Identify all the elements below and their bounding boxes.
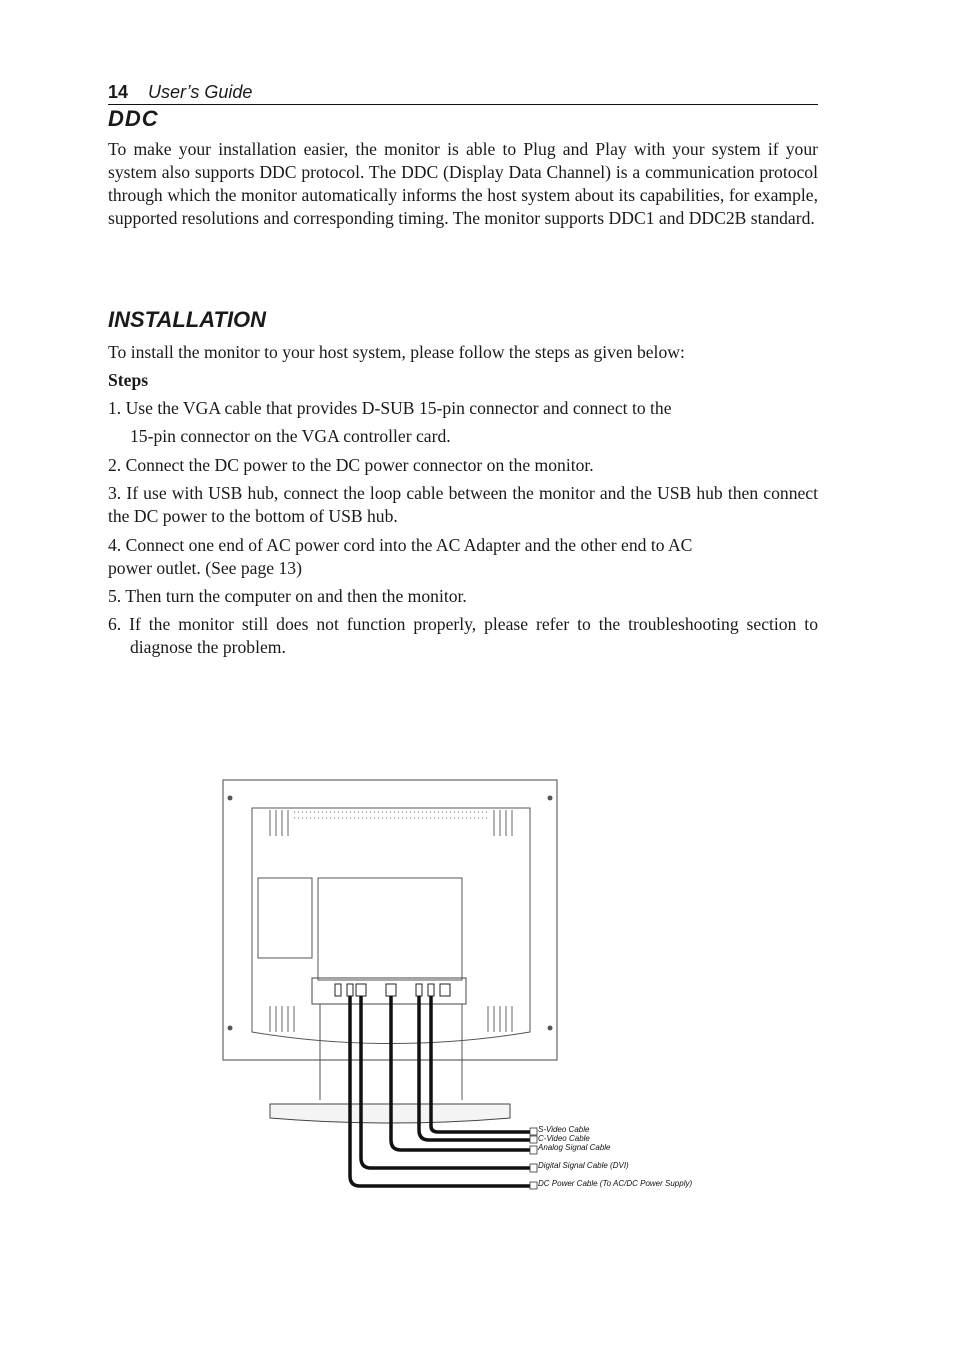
cable-plugs <box>530 1128 537 1189</box>
digital-signal-cable <box>361 996 530 1168</box>
monitor-rear-diagram <box>200 770 740 1200</box>
ddc-heading: DDC <box>108 106 159 131</box>
label-s-video: S-Video Cable <box>538 1125 590 1134</box>
step-6 <box>108 613 818 659</box>
step-3: 3. If use with USB hub, connect the loop cable between the monitor and the USB hub then connect the DC power to the bottom of USB hub. <box>108 483 818 526</box>
steps-label: Steps <box>108 370 149 390</box>
installation-heading: INSTALLATION <box>108 307 267 332</box>
ddc-paragraph: To make your installation easier, the monitor is able to Plug and Play with your system if your system also supports DDC protocol. The DDC (Display Data Channel) is a communication protocol through which the monitor automatically informs the host system about its capabilities, for example, supported resolutions and corresponding timing. The monitor supports DDC1 and DDC2B standard. <box>108 139 818 228</box>
step-2: 2. Connect the DC power to the DC power connector on the monitor. <box>108 455 594 475</box>
top-vents <box>270 810 512 836</box>
step-4 <box>108 534 818 580</box>
page-header <box>108 82 818 105</box>
page-number: 14 <box>108 82 129 102</box>
label-c-video: C-Video Cable <box>538 1134 590 1143</box>
installation-intro: To install the monitor to your host system, please follow the steps as given below: <box>108 342 685 362</box>
step-4-line-1: 4. Connect one end of AC power cord into the AC Adapter and the other end to AC <box>108 535 693 555</box>
guide-title: User’s Guide <box>148 82 253 102</box>
screw-bottom-right <box>548 1026 553 1031</box>
screw-top-left <box>228 796 233 801</box>
screw-top-right <box>548 796 553 801</box>
label-analog-signal: Analog Signal Cable <box>538 1143 611 1152</box>
side-panel <box>258 878 312 958</box>
cables <box>350 996 530 1186</box>
label-digital-signal: Digital Signal Cable (DVI) <box>538 1161 629 1170</box>
screw-bottom-left <box>228 1026 233 1031</box>
dc-power-cable <box>350 996 530 1186</box>
step-6-text: 6. If the monitor still does not function properly, please refer to the troubleshooting section to diagnose the problem. <box>108 614 818 657</box>
port-cover <box>318 878 462 980</box>
step-1-line-1: 1. Use the VGA cable that provides D-SUB 15-pin connector and connect to the <box>108 398 672 418</box>
step-4-line-2: power outlet. (See page 13) <box>108 558 302 578</box>
label-dc-power: DC Power Cable (To AC/DC Power Supply) <box>538 1179 693 1188</box>
step-1-line-2: 15-pin connector on the VGA controller card. <box>130 426 451 446</box>
analog-signal-cable <box>391 996 530 1150</box>
connectors <box>335 984 450 996</box>
step-5: 5. Then turn the computer on and then the monitor. <box>108 586 467 606</box>
